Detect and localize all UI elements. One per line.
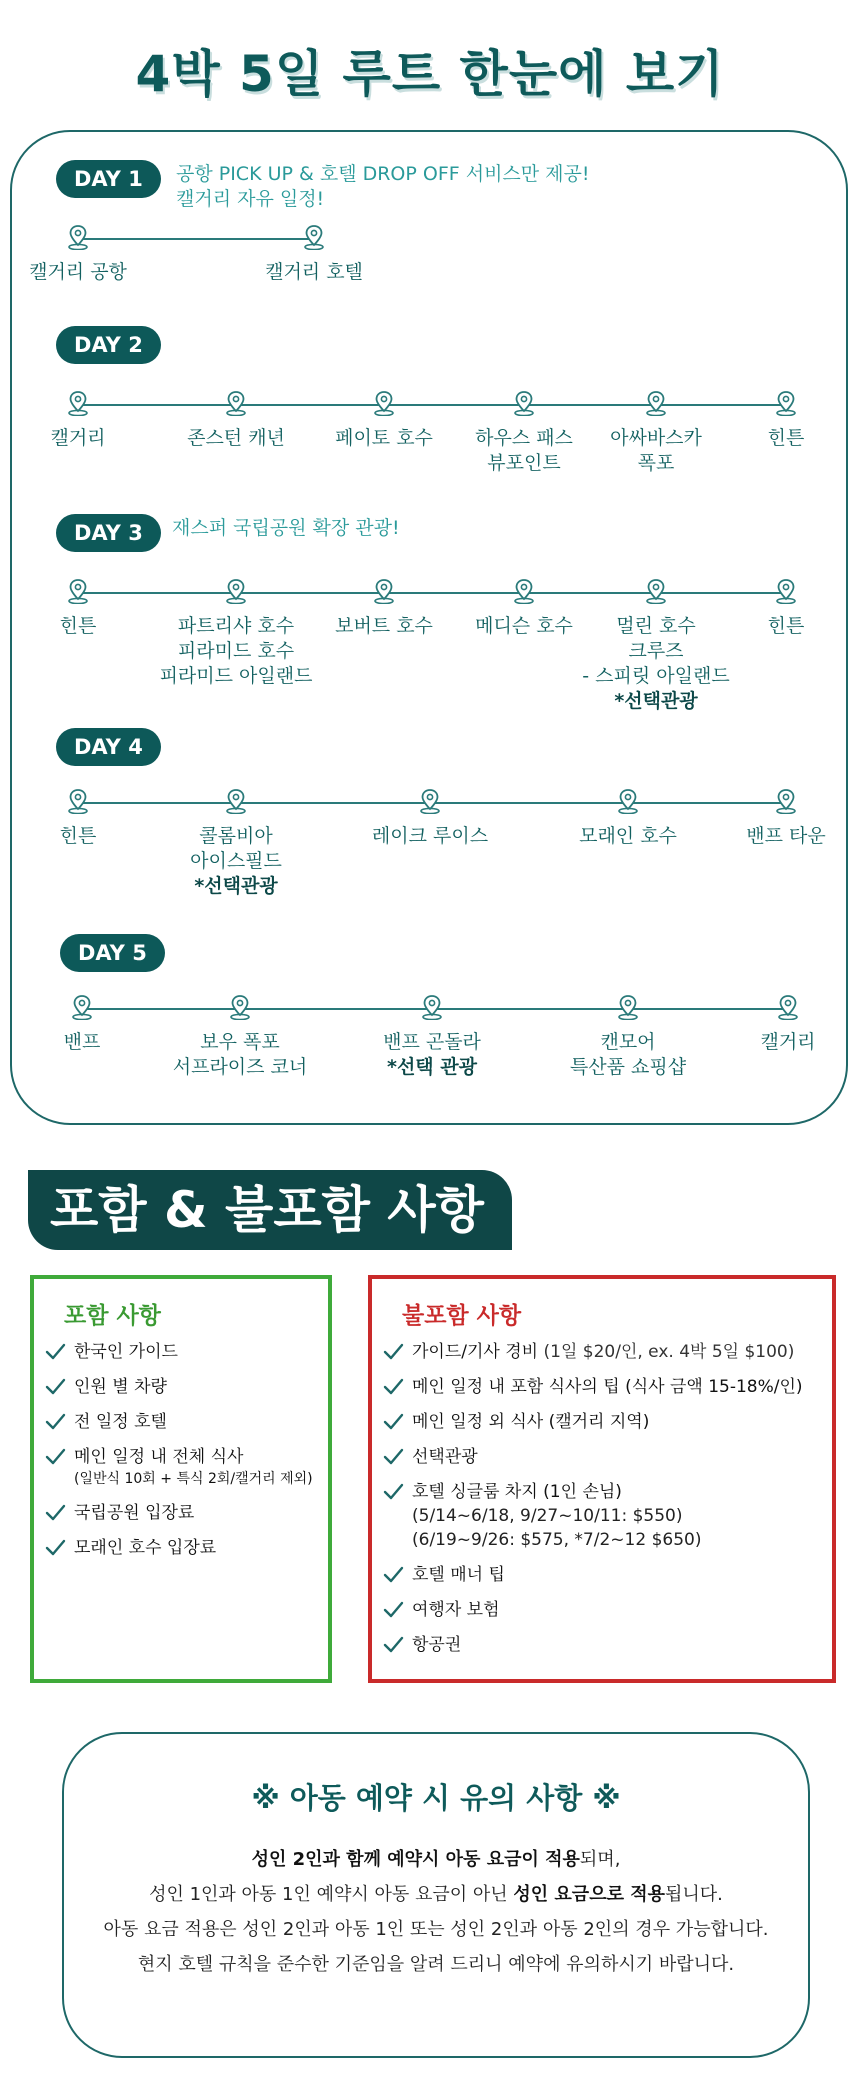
stop-label: 콜롬비아 아이스필드	[190, 825, 282, 872]
location-pin-icon	[645, 578, 667, 604]
stop-label: 캔모어 특산품 쇼핑샵	[569, 1031, 687, 1078]
checkmark-icon	[44, 1376, 66, 1398]
route-stop	[140, 994, 340, 1080]
day-note	[172, 516, 400, 541]
list-item-subtext: (일반식 10회 + 특식 2회/캘거리 제외)	[74, 1471, 313, 1487]
stop-label: 밴프 곤돌라	[383, 1031, 481, 1053]
location-pin-icon	[303, 224, 325, 250]
location-pin-icon	[617, 994, 639, 1020]
checkmark-icon	[382, 1376, 404, 1398]
stop-label: 메디슨 호수	[475, 615, 573, 637]
list-item	[44, 1341, 322, 1364]
checkmark-icon	[44, 1537, 66, 1559]
location-pin-icon	[777, 994, 799, 1020]
checkmark-icon	[382, 1411, 404, 1433]
stop-label: 힌튼	[59, 615, 97, 637]
list-item-subtext: (6/19~9/26: $575, *7/2~12 $650)	[412, 1530, 702, 1550]
checkmark-icon	[382, 1446, 404, 1468]
day-note-line: 재스퍼 국립공원 확장 관광!	[172, 517, 400, 539]
day-badge: DAY 2	[56, 326, 161, 364]
stop-label: 캘거리 공항	[29, 261, 127, 283]
stop-label: 페이토 호수	[335, 427, 433, 449]
list-item	[44, 1537, 322, 1560]
list-item-note: (1일 $20/인, ex. 4박 5일 $100)	[538, 1342, 795, 1362]
location-pin-icon	[513, 390, 535, 416]
location-pin-icon	[513, 578, 535, 604]
route-stop	[686, 788, 860, 849]
excludes-box	[368, 1275, 836, 1683]
list-item-text: 메인 일정 외 식사 (캘거리 지역)	[412, 1412, 650, 1432]
list-item-text: 국립공원 입장료	[74, 1503, 195, 1523]
stop-label: 보버트 호수	[335, 615, 433, 637]
stop-label: 밴프	[63, 1031, 101, 1053]
location-pin-icon	[225, 788, 247, 814]
stop-label: 하우스 패스 뷰포인트	[475, 427, 573, 474]
location-pin-icon	[775, 578, 797, 604]
stop-label: 힌튼	[767, 427, 805, 449]
excludes-title: 불포함 사항	[402, 1303, 522, 1329]
day-badge: DAY 3	[56, 514, 161, 552]
stop-label: 모래인 호수	[579, 825, 677, 847]
list-item-subtext: (5/14~6/18, 9/27~10/11: $550)	[412, 1506, 683, 1526]
notice-line-4: 현지 호텔 규칙을 준수한 기준임을 알려 드리니 예약에 유의하시기 바랍니다.	[137, 1954, 735, 1975]
notice-title: ※ 아동 예약 시 유의 사항 ※	[251, 1781, 621, 1815]
route-stop	[686, 390, 860, 451]
location-pin-icon	[225, 578, 247, 604]
day-note-line: 공항 PICK UP & 호텔 DROP OFF 서비스만 제공!	[176, 163, 590, 185]
list-item	[44, 1446, 322, 1490]
location-pin-icon	[373, 390, 395, 416]
notice-line-1-rest: 되며,	[579, 1849, 621, 1870]
list-item-text: 호텔 매너 팁	[412, 1565, 505, 1585]
location-pin-icon	[419, 788, 441, 814]
notice-line-2-a: 성인 1인과 아동 1인 예약시 아동 요금이 아닌	[149, 1884, 514, 1905]
day-note	[176, 162, 590, 212]
location-pin-icon	[67, 390, 89, 416]
stop-label: 밴프 타운	[746, 825, 826, 847]
list-item	[382, 1341, 826, 1364]
page-title: 4박 5일 루트 한눈에 보기	[135, 45, 725, 103]
location-pin-icon	[421, 994, 443, 1020]
notice-line-1	[64, 1842, 808, 1877]
day-note-line: 캘거리 자유 일정!	[176, 188, 325, 210]
list-item-text: 호텔 싱글룸 차지 (1인 손님)	[412, 1482, 622, 1502]
stop-label: 캘거리 호텔	[265, 261, 363, 283]
checkmark-icon	[44, 1446, 66, 1468]
includes-box	[30, 1275, 332, 1683]
excludes-list	[382, 1341, 826, 1669]
route-stop	[332, 994, 532, 1080]
notice-line-2-bold: 성인 요금으로 적용	[513, 1884, 666, 1905]
list-item-text: 메인 일정 내 포함 식사의 팁 (식사 금액 15-18%/인)	[412, 1377, 803, 1397]
stop-label: 캘거리	[50, 427, 106, 449]
list-item	[382, 1599, 826, 1622]
list-item	[44, 1411, 322, 1434]
optional-tour-label: *선택 관광	[387, 1056, 477, 1078]
includes-list	[44, 1341, 322, 1572]
stop-label: 멀린 호수 크루즈 - 스피릿 아일랜드	[582, 615, 730, 687]
list-item	[382, 1481, 826, 1552]
stop-label: 힌튼	[59, 825, 97, 847]
location-pin-icon	[373, 578, 395, 604]
route-stop	[136, 788, 336, 899]
list-item-text: 인원 별 차량	[74, 1377, 167, 1397]
checkmark-icon	[382, 1341, 404, 1363]
includes-title: 포함 사항	[64, 1303, 161, 1329]
optional-tour-label: *선택관광	[194, 875, 278, 897]
location-pin-icon	[71, 994, 93, 1020]
list-item	[44, 1376, 322, 1399]
route-stop	[688, 994, 860, 1055]
list-item	[382, 1376, 826, 1399]
section-banner: 포함 & 불포함 사항	[28, 1170, 512, 1250]
checkmark-icon	[44, 1411, 66, 1433]
list-item-text: 모래인 호수 입장료	[74, 1538, 217, 1558]
stop-label: 보우 폭포 서프라이즈 코너	[172, 1031, 308, 1078]
list-item-text: 한국인 가이드	[74, 1342, 178, 1362]
stop-label: 아싸바스카 폭포	[610, 427, 702, 474]
location-pin-icon	[775, 390, 797, 416]
list-item	[44, 1502, 322, 1525]
list-item-text: 가이드/기사 경비	[412, 1342, 539, 1362]
stop-label: 파트리샤 호수 피라미드 호수 피라미드 아일랜드	[159, 615, 313, 687]
list-item	[382, 1411, 826, 1434]
list-item-text: 항공권	[412, 1635, 462, 1655]
notice-line-2	[64, 1877, 808, 1912]
route-stop	[0, 224, 178, 285]
location-pin-icon	[229, 994, 251, 1020]
list-item-text: 전 일정 호텔	[74, 1412, 167, 1432]
list-item	[382, 1564, 826, 1587]
list-item-text: 메인 일정 내 전체 식사	[74, 1447, 244, 1467]
checkmark-icon	[382, 1599, 404, 1621]
list-item-text: 여행자 보험	[412, 1600, 500, 1620]
checkmark-icon	[382, 1481, 404, 1503]
checkmark-icon	[382, 1564, 404, 1586]
route-stop	[330, 788, 530, 849]
list-item-text: 선택관광	[412, 1447, 478, 1467]
notice-line-2-rest: 됩니다.	[665, 1884, 723, 1905]
stop-label: 레이크 루이스	[371, 825, 489, 847]
stop-label: 캘거리	[760, 1031, 816, 1053]
optional-tour-label: *선택관광	[614, 690, 698, 712]
notice-box	[62, 1732, 810, 2058]
location-pin-icon	[67, 788, 89, 814]
notice-line-3: 아동 요금 적용은 성인 2인과 아동 1인 또는 성인 2인과 아동 2인의 경우 가능합니다.	[103, 1919, 769, 1940]
location-pin-icon	[617, 788, 639, 814]
location-pin-icon	[225, 390, 247, 416]
location-pin-icon	[67, 224, 89, 250]
checkmark-icon	[44, 1502, 66, 1524]
notice-line-1-bold: 성인 2인과 함께 예약시 아동 요금이 적용	[251, 1849, 580, 1870]
location-pin-icon	[775, 788, 797, 814]
route-stop	[214, 224, 414, 285]
location-pin-icon	[645, 390, 667, 416]
checkmark-icon	[382, 1634, 404, 1656]
checkmark-icon	[44, 1341, 66, 1363]
list-item	[382, 1634, 826, 1657]
day-badge: DAY 1	[56, 160, 161, 198]
notice-text	[64, 1842, 808, 1982]
route-stop	[686, 578, 860, 639]
location-pin-icon	[67, 578, 89, 604]
list-item	[382, 1446, 826, 1469]
day-badge: DAY 5	[60, 934, 165, 972]
day-badge: DAY 4	[56, 728, 161, 766]
stop-label: 힌튼	[767, 615, 805, 637]
stop-label: 존스턴 캐년	[187, 427, 285, 449]
